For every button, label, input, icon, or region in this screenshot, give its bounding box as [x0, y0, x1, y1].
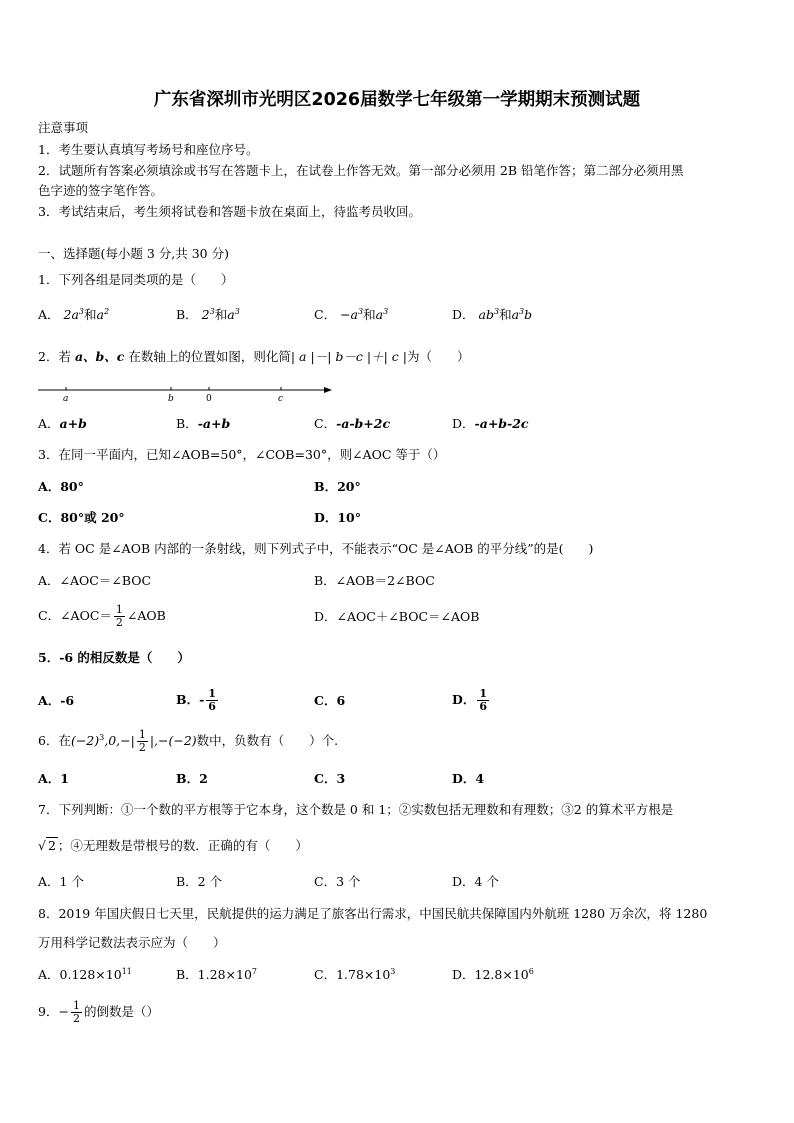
q7-stem-line1: 7．下列判断：①一个数的平方根等于它本身，这个数是 0 和 1；②实数包括无理数和有理数；③2 的算术平方根是 [38, 802, 674, 817]
q2-option-b: B．-a+b [176, 416, 231, 431]
q5-stem: 5．-6 的相反数是（ ） [38, 650, 190, 665]
notice-item-2: 2．试题所有答案必须填涂或书写在答题卡上，在试卷上作答无效。第一部分必须用 2B 铅笔作答；第二部分必须用黑 [38, 163, 684, 178]
q2-number-line [36, 380, 336, 406]
fraction: $\frac{1}{2}$ [138, 728, 146, 754]
q2-option-d: D．-a+b-2c [452, 416, 529, 431]
q6-option-b: B．2 [176, 771, 208, 786]
section-heading: 一、选择题(每小题 3 分,共 30 分) [38, 246, 229, 261]
q1-option-d: D． $ab^3$和$a^3b$ [452, 307, 533, 322]
q8-option-a: A．$0.128\times 10^{11}$ [38, 967, 132, 982]
label-c: c [278, 394, 284, 404]
q1-option-a: A． $2a^3$和$a^2$ [38, 307, 110, 322]
q4-option-c: C．∠AOC＝ $\frac{1}{2}$ ∠AOB [38, 603, 166, 629]
q1-option-c: C． $-a^3$和$a^3$ [314, 307, 389, 322]
q7-option-d: D．4 个 [452, 874, 499, 889]
q7-option-c: C．3 个 [314, 874, 361, 889]
q7-option-b: B．2 个 [176, 874, 223, 889]
label-b: b [168, 394, 174, 404]
fraction: $\frac{1}{2}$ [72, 999, 80, 1025]
q5-option-d: D． $\frac{1}{6}$ [452, 687, 487, 713]
q4-option-b: B．∠AOB＝2∠BOC [314, 573, 435, 588]
notice-item-3: 3．考试结束后，考生须将试卷和答题卡放在桌面上，待监考员收回。 [38, 204, 421, 219]
q2-stem: 2．若 a、b、c 在数轴上的位置如图，则化简| a |－| b－c |＋| c |为（ ） [38, 349, 470, 364]
q6-option-d: D．4 [452, 771, 485, 786]
q8-option-b: B．$1.28\times 10^7$ [176, 967, 257, 982]
q3-option-c: C．80°或 20° [38, 510, 125, 525]
page-title: 广东省深圳市光明区2026届数学七年级第一学期期末预测试题 [153, 90, 641, 110]
fraction: $\frac{1}{6}$ [479, 687, 487, 713]
q7-stem-line2: √ 2 ；④无理数是带根号的数．正确的有（ ） [38, 838, 308, 853]
notice-heading: 注意事项 [38, 120, 89, 135]
q3-stem: 3．在同一平面内，已知∠AOB=50°，∠COB=30°，则∠AOC 等于（） [38, 447, 446, 462]
square-root: √ 2 [38, 838, 56, 853]
q5-option-a: A．-6 [38, 693, 75, 708]
q7-option-a: A．1 个 [38, 874, 84, 889]
q2-option-c: C．-a-b+2c [314, 416, 391, 431]
q8-stem-line2: 万用科学记数法表示应为（ ） [38, 935, 226, 950]
label-a: a [63, 394, 69, 404]
q4-stem: 4．若 OC 是∠AOB 内部的一条射线，则下列式子中，不能表示“OC 是∠AOB 的平分线”的是( ) [38, 541, 594, 556]
q8-option-d: D．$12.8\times 10^6$ [452, 967, 534, 982]
q3-option-d: D．10° [314, 510, 361, 525]
q4-option-d: D．∠AOC＋∠BOC＝∠AOB [314, 609, 480, 624]
fraction: $\frac{1}{2}$ [115, 603, 123, 629]
fraction: $\frac{1}{6}$ [208, 687, 216, 713]
q6-option-c: C．3 [314, 771, 346, 786]
q8-option-c: C．$1.78\times 10^3$ [314, 967, 396, 982]
q5-option-c: C．6 [314, 693, 346, 708]
q2-option-a: A．a+b [38, 416, 87, 431]
notice-item-2-cont: 色字迹的签字笔作答。 [38, 183, 164, 198]
q1-option-b: B． $2^3$和$a^3$ [176, 307, 240, 322]
notice-item-1: 1．考生要认真填写考场号和座位序号。 [38, 142, 259, 157]
q8-stem-line1: 8．2019 年国庆假日七天里，民航提供的运力满足了旅客出行需求，中国民航共保障国内外航班 1280 万余次，将 1280 [38, 906, 708, 921]
q6-stem: 6．在$(-2)^3,0,-|$ $\frac{1}{2}$ |,−(−2)数中，负数有（ ）个. [38, 728, 339, 754]
q4-option-a: A．∠AOC＝∠BOC [38, 573, 152, 588]
q3-option-b: B．20° [314, 479, 361, 494]
q9-stem: 9．− $\frac{1}{2}$ 的倒数是（） [38, 999, 159, 1025]
number-line-arrow [324, 387, 332, 393]
label-0: 0 [206, 394, 212, 404]
q5-option-b: B．- $\frac{1}{6}$ [176, 687, 216, 713]
q6-option-a: A．1 [38, 771, 69, 786]
q1-stem: 1．下列各组是同类项的是（ ） [38, 272, 234, 287]
q3-option-a: A．80° [38, 479, 84, 494]
